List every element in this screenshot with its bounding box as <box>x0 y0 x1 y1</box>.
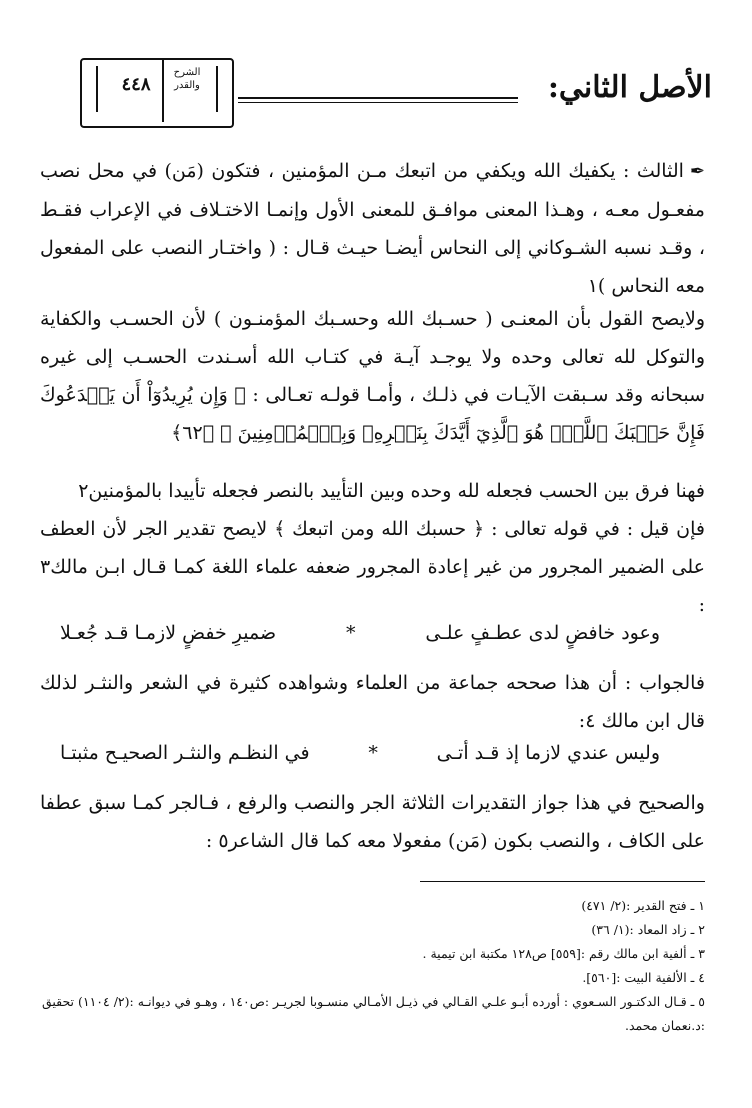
header-rule-thin <box>238 102 518 103</box>
verse-2-hemistich-1: وليس عندي لازما إذ قـد أتـى <box>436 742 660 764</box>
footnote-5: ٥ ـ قـال الدكتـور السـعوي : أورده أبـو علـي القـالي في ذيـل الأمـالي منسـوبا لجريـر :ص١٤٠ ، وهـو في ديوانـه :(٢/ ١١٠٤) تحقيق :د.نعمان محمد. <box>41 994 705 1033</box>
open-book-emblem <box>80 52 230 132</box>
verse-2 <box>60 742 660 764</box>
verse-1-hemistich-2: ضميرِ خفضٍ لازمـا قـد جُعـلا <box>60 622 277 644</box>
paragraph-2-block <box>40 300 705 452</box>
chapter-title: الأصل الثاني: <box>547 70 712 105</box>
footnote-separator <box>420 881 705 882</box>
footnotes <box>40 894 705 1038</box>
footnote-1: ١ ـ فتح القدير :(٢/ ٤٧١) <box>581 898 705 913</box>
footnote-3: ٣ ـ ألفية ابن مالك رقم :[٥٥٩] ص١٢٨ مكتبة ابن تيمية . <box>422 946 705 961</box>
paragraph-5-block <box>40 664 705 740</box>
verse-1-separator: * <box>345 622 356 644</box>
paragraph-6: والصحيح في هذا جواز التقديرات الثلاثة الجر والنصب والرفع ، فـالجر كمـا سبق عطفا على الكاف ، والنصب بكون (مَن) مفعولا معه كما قال الشاعر٥ : <box>40 792 705 852</box>
paragraph-1 <box>40 152 705 305</box>
paragraph-5: فالجواب : أن هذا صححه جماعة من العلماء وشواهده كثيرة في الشعر والنثـر لذلك قال ابن مالك ٤: <box>40 672 705 732</box>
paragraph-3: فهنا فرق بين الحسب فجعله لله وحده وبين التأييد بالنصر فجعله تأييدا بالمؤمنين٢ <box>78 480 705 502</box>
footnote-2: ٢ ـ زاد المعاد :(١/ ٣٦) <box>591 922 705 937</box>
header-rule <box>238 97 518 99</box>
verse-1 <box>60 622 660 644</box>
verse-2-hemistich-2: في النظـم والنثـر الصحيـح مثبتـا <box>60 742 310 764</box>
page-number: ٤٤٨ <box>121 74 151 95</box>
paragraph-4-block <box>40 510 705 624</box>
paragraph-1-block <box>40 152 705 305</box>
verse-1-hemistich-1: وعود خافضٍ لدى عطـفٍ علـى <box>425 622 660 644</box>
paragraph-6-block <box>40 784 705 860</box>
verse-2-separator: * <box>368 742 378 764</box>
paragraph-3-block <box>40 472 705 510</box>
footnote-4: ٤ ـ الألفية البيت :[٥٦٠]. <box>582 970 705 985</box>
paragraph-4: فإن قيل : في قوله تعالى : ﴿ حسبك الله ومن اتبعك ﴾ لايصح تقدير الجر لأن العطف على الضمير المجرور من غير إعادة المجرور ضعفه علماء اللغة كمـا قـال ابـن مالك٣ : <box>40 518 705 616</box>
paragraph-1-text: الثالث : يكفيك الله ويكفي من اتبعك مـن المؤمنين ، فتكون (مَن) في محل نصب مفعـول معـه ، وهـذا المعنى موافـق للمعنى الأول وإنمـا الاختـلاف في الإعراب فقـط ، وقـد نسبه الشـوكاني إلى النحاس أيضـا حيـث قـال : ( واختـار النصب على المفعول معه النحاس )١ <box>40 160 705 297</box>
paragraph-2: ولايصح القول بأن المعنـى ( حسـبك الله وحسـبك المؤمنـون ) لأن الحسـب والكفاية والتوكل لله تعالى وحده ولا يوجـد آيـة في كتـاب الله أسـندت الحسـب إلى غيره سبحانه وقد سـبقت الآيـات في ذلـك ، وأمـا قولـه تعـالى : ﴿ وَإِن يُرِيدُوٓاْ أَن يَخۡدَعُوكَ فَإِنَّ حَسۡبَكَ ٱللَّهُۚ هُوَ ٱلَّذِيٓ أَيَّدَكَ بِنَصۡرِهِۦ وَبِٱلۡمُؤۡمِنِينَ ﴾ ﴿٦٢﴾ <box>40 308 705 444</box>
section-label: الشرح والقدر <box>173 67 201 91</box>
pen-icon: ✒ <box>689 161 705 182</box>
